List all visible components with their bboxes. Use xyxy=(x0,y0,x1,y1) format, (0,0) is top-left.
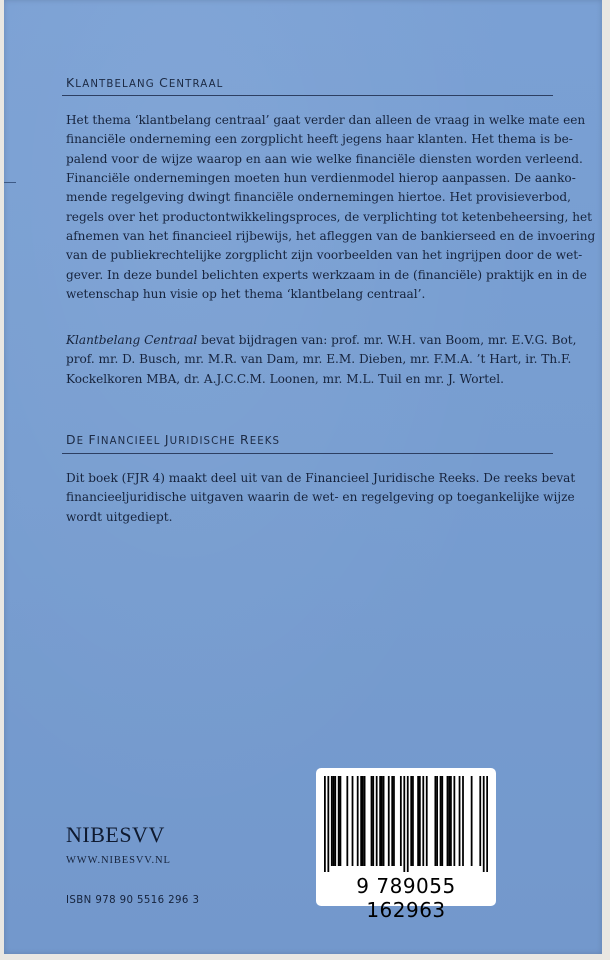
barcode-bar xyxy=(364,776,366,866)
back-cover xyxy=(4,0,602,954)
barcode-bar xyxy=(376,776,378,866)
barcode-bar xyxy=(393,776,395,866)
heading-initial: C xyxy=(159,75,169,90)
barcode-bar xyxy=(407,776,409,872)
barcode-bar xyxy=(447,776,449,866)
isbn-number: ISBN 978 90 5516 296 3 xyxy=(66,895,200,906)
heading-smallcaps: ENTRAAL xyxy=(168,79,224,90)
barcode-bar xyxy=(417,776,419,866)
barcode-bar xyxy=(352,776,354,866)
barcode-bar xyxy=(440,776,442,866)
text-line xyxy=(66,331,577,350)
text-line: financieeljuridische uitgaven waarin de wet- en regelgeving op toegankelijke wijze xyxy=(66,490,575,505)
heading-smallcaps: EEKS xyxy=(249,436,281,447)
barcode-bar xyxy=(459,776,461,866)
book-title-italic: Klantbelang Centraal xyxy=(66,333,198,347)
barcode-bar xyxy=(403,776,405,872)
barcode-bar xyxy=(360,776,362,866)
barcode-bar xyxy=(324,776,326,872)
text-line: Het thema ‘klantbelang centraal’ gaat verder dan alleen de vraag in welke mate een xyxy=(66,113,586,127)
heading-initial: R xyxy=(239,432,250,447)
barcode-bar xyxy=(453,776,455,866)
barcode-bar xyxy=(372,776,374,866)
barcode-bar xyxy=(483,776,485,872)
barcode-bar xyxy=(462,776,464,866)
heading-initial: K xyxy=(66,75,76,90)
text-line: wordt uitgediept. xyxy=(66,509,173,524)
text-line: prof. mr. D. Busch, mr. M.R. van Dam, mr. E.M. Dieben, mr. F.M.A. ’t Hart, ir. Th.F. xyxy=(66,352,572,367)
barcode-bar xyxy=(362,776,364,866)
barcode-bar xyxy=(410,776,412,866)
text-line: van de publiekrechtelijke zorgplicht zijn voorbeelden van het ingrijpen door de wet- xyxy=(66,248,583,263)
barcode-bar xyxy=(334,776,336,866)
heading-initial: D xyxy=(66,432,77,447)
text-line: Dit boek (FJR 4) maakt deel uit van de Financieel Juridische Reeks. De reeks bevat xyxy=(66,471,576,485)
barcode-bar xyxy=(479,776,481,866)
barcode-bar xyxy=(346,776,348,866)
text-line: Financiële ondernemingen moeten hun verdienmodel hierop aanpassen. De aanko- xyxy=(66,171,576,186)
barcode-bar xyxy=(327,776,329,872)
barcode-bar xyxy=(381,776,383,866)
text-line: mende regelgeving dwingt financiële ondernemingen hiertoe. Het provisieverbod, xyxy=(66,190,572,205)
heading-smallcaps: URIDISCHE xyxy=(169,436,240,447)
description-paragraph xyxy=(66,111,596,304)
text-line: afnemen van het financieel rijbewijs, het afleggen van de bankierseed en de invoering xyxy=(66,229,596,244)
text-line: financiële onderneming een zorgplicht heeft jegens haar klanten. Het thema is be- xyxy=(66,132,573,147)
spine-mark xyxy=(4,182,16,183)
text-line: gever. In deze bundel belichten experts werkzaam in de (financiële) praktijk en in de xyxy=(66,267,587,282)
barcode-bar xyxy=(340,776,342,866)
barcode-digits: 9 789055 162963 xyxy=(356,874,456,922)
publisher-logo: NIBESVV xyxy=(66,822,165,847)
barcode-bar xyxy=(486,776,488,872)
barcode-bar xyxy=(422,776,424,866)
publisher-website: WWW.NIBESVV.NL xyxy=(66,855,171,866)
text-line: regels over het productontwikkelingsproces, de verplichting tot ketenbeheersing, het xyxy=(66,209,593,224)
heading-smallcaps: E xyxy=(76,436,89,447)
section-heading-reeks xyxy=(66,432,280,447)
barcode-bar xyxy=(379,776,381,866)
heading-initial: F xyxy=(88,432,97,447)
barcode-bar xyxy=(434,776,436,866)
barcode-sticker xyxy=(316,768,496,922)
barcode-bar xyxy=(383,776,385,866)
section-rule xyxy=(62,453,553,454)
heading-smallcaps: INANCIEEL xyxy=(96,436,165,447)
barcode-bars xyxy=(324,776,488,872)
contributors-paragraph xyxy=(66,331,577,389)
text-line: Kockelkoren MBA, dr. A.J.C.C.M. Loonen, mr. M.L. Tuil en mr. J. Wortel. xyxy=(66,371,505,386)
barcode-bar xyxy=(441,776,443,866)
heading-smallcaps: LANTBELANG xyxy=(75,79,160,90)
text-line: palend voor de wijze waarop en aan wie welke financiële diensten worden verleend. xyxy=(66,151,583,166)
barcode-bar xyxy=(391,776,393,866)
barcode-bar xyxy=(412,776,414,866)
barcode-bar xyxy=(371,776,373,866)
barcode-bar xyxy=(357,776,359,866)
barcode-bar xyxy=(419,776,421,866)
barcode-bar xyxy=(400,776,402,866)
barcode-bar xyxy=(388,776,390,866)
series-paragraph xyxy=(66,469,576,527)
contributors-text: bevat bijdragen van: prof. mr. W.H. van Boom, mr. E.V.G. Bot, xyxy=(197,333,577,347)
barcode-bar xyxy=(471,776,473,866)
barcode-bar xyxy=(333,776,335,866)
barcode-bar xyxy=(331,776,333,866)
barcode-bar xyxy=(338,776,340,866)
barcode-bar xyxy=(450,776,452,866)
section-heading-klantbelang xyxy=(66,75,223,90)
barcode-bar xyxy=(448,776,450,866)
section-rule xyxy=(62,95,553,96)
barcode-bar xyxy=(426,776,428,866)
text-line: wetenschap hun visie op het thema ‘klantbelang centraal’. xyxy=(66,287,426,302)
heading-initial: J xyxy=(164,432,170,447)
barcode-bar xyxy=(436,776,438,866)
